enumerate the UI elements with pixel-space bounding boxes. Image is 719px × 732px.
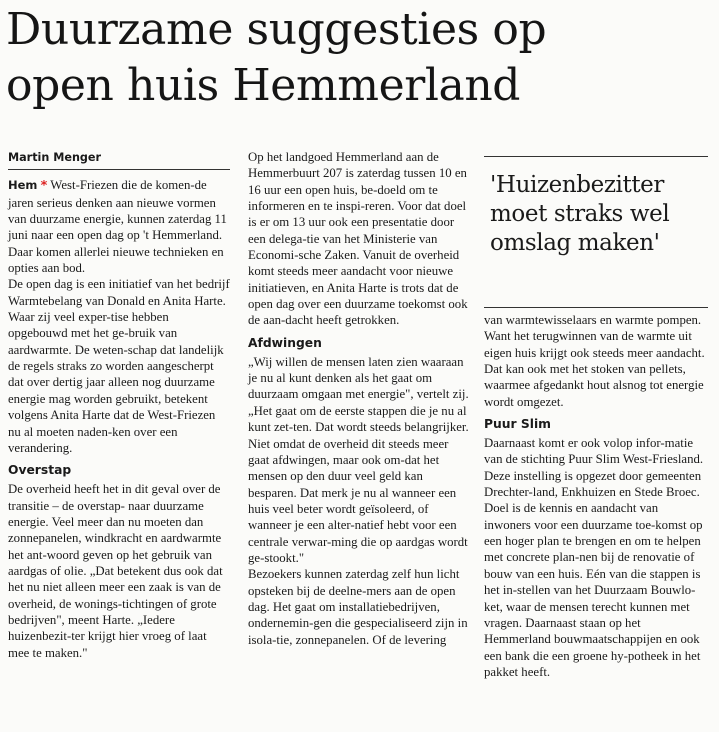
headline-line-2: open huis Hemmerland [6, 60, 521, 111]
subhead-puur-slim: Puur Slim [484, 417, 551, 432]
byline: Martin Menger [8, 150, 230, 170]
article-column-1 [8, 150, 230, 661]
pull-quote-line-3: omslag maken' [490, 230, 660, 256]
body-paragraph: „Wij willen de mensen laten zien waaraan je nu al kunt denken als het gaat om duurzaam omgaan met energie", vertelt zij. „Het gaat om de eerste stappen die je nu al kunt zet-ten. Dat wordt steeds belangrijker. Niet omdat de overheid dit steeds meer gaat afdwingen, maar ook om-dat het mensen op den duur veel geld kan besparen. Dat merk je nu al wanneer een huis veel beter wordt geïsoleerd, of wanneer je een alter-natief hebt voor een centrale verwar-ming die op aardgas wordt ge-stookt." [248, 354, 469, 565]
pull-quote-bottom-rule [484, 307, 708, 308]
body-paragraph: De open dag is een initiatief van het bedrijf Warmtebelang van Donald en Anita Harte. Waar zij veel exper-tise hebben opgebouwd met het ge-bruik van aardwarmte. De weten-schap dat landelijk de regels straks zo worden aangescherpt dat over dertig jaar alleen nog duurzame energie mag worden gebruikt, betekent volgens Anita Harte dat de West-Friezen nu al moeten naden-ken over een verandering. [8, 277, 230, 455]
body-paragraph: Daarnaast komt er ook volop infor-matie van de stichting Puur Slim West-Friesland. Deze instelling is opgezet door gemeenten Drechter-land, Enkhuizen en Stede Broec. Doel is de kennis en aandacht van inwoners voor een duurzame toe-komst op een hoger plan te brengen en om te helpen met concrete plan-nen bij de renovatie of bouw van een huis. Eén van die stappen is het in-stellen van het Duurzaam Bouwlo-ket, waar de mensen terecht kunnen met vragen. Daarnaast staan op het Hemmerland bouwmaatschappijen en ook een bank die een groene hy-potheek in het pakket heeft. [484, 436, 704, 679]
subhead-afdwingen: Afdwingen [248, 335, 322, 350]
lead-paragraph [8, 177, 230, 276]
dateline-star-icon: * [40, 178, 48, 194]
body-paragraph: Op het landgoed Hemmerland aan de Hemmerbuurt 207 is zaterdag tussen 10 en 16 uur een open huis, be-doeld om te informeren en te inspi-reren. Voor dat doel is er om 13 uur ook een presentatie door een delega-tie van het Ministerie van Economi-sche Zaken. Vanuit de overheid komt steeds meer aandacht voor nieuwe initiatieven, en Anita Harte is trots dat de open dag over een duurzame toekomst ook de aan-dacht heeft getrokken. [248, 150, 468, 328]
article-column-3 [484, 312, 708, 680]
pull-quote-line-2: moet straks wel [490, 201, 670, 227]
pull-quote [490, 171, 708, 258]
dateline: Hem [8, 178, 38, 193]
headline [6, 2, 712, 114]
body-paragraph: De overheid heeft het in dit geval over de transitie – de overstap- naar duurzame energie. Veel meer dan nu moeten dan zonnepanelen, windkracht en aardwarmte het ant-woord geven op het gebruik van aardgas of olie. „Dat betekent dus ook dat het nu niet alleen meer een zaak is van de overheid, de wonings-tichtingen of grote bedrijven", meent Harte. „Iedere huizenbezit-ter krijgt hier vroeg of laat mee te maken." [8, 482, 223, 660]
pull-quote-top-rule [484, 156, 708, 157]
headline-line-1: Duurzame suggesties op [6, 4, 547, 55]
pull-quote-box [484, 150, 708, 308]
article-column-2 [248, 149, 472, 648]
body-paragraph: van warmtewisselaars en warmte pompen. Want het terugwinnen van de warmte uit eigen huis krijgt ook steeds meer aandacht. Dat kan ook met het stoken van pellets, waarmee afgedankt hout alsnog tot energie wordt omgezet. [484, 313, 705, 409]
pull-quote-line-1: 'Huizenbezitter [490, 172, 664, 198]
body-paragraph: Bezoekers kunnen zaterdag zelf hun licht opsteken bij de deelne-mers aan de open dag. Het gaat om installatiebedrijven, ondernemin-gen die gespecialiseerd zijn in isola-tie, zonnepanelen. Of de levering [248, 567, 468, 647]
subhead-overstap: Overstap [8, 463, 72, 478]
lead-text: West-Friezen die de komen-de jaren serieus denken aan nieuwe vormen van duurzame energie, kunnen zaterdag 11 juni naar een open dag op 't Hemmerland. Daar komen allerlei nieuwe technieken en opties aan bod. [8, 178, 227, 276]
